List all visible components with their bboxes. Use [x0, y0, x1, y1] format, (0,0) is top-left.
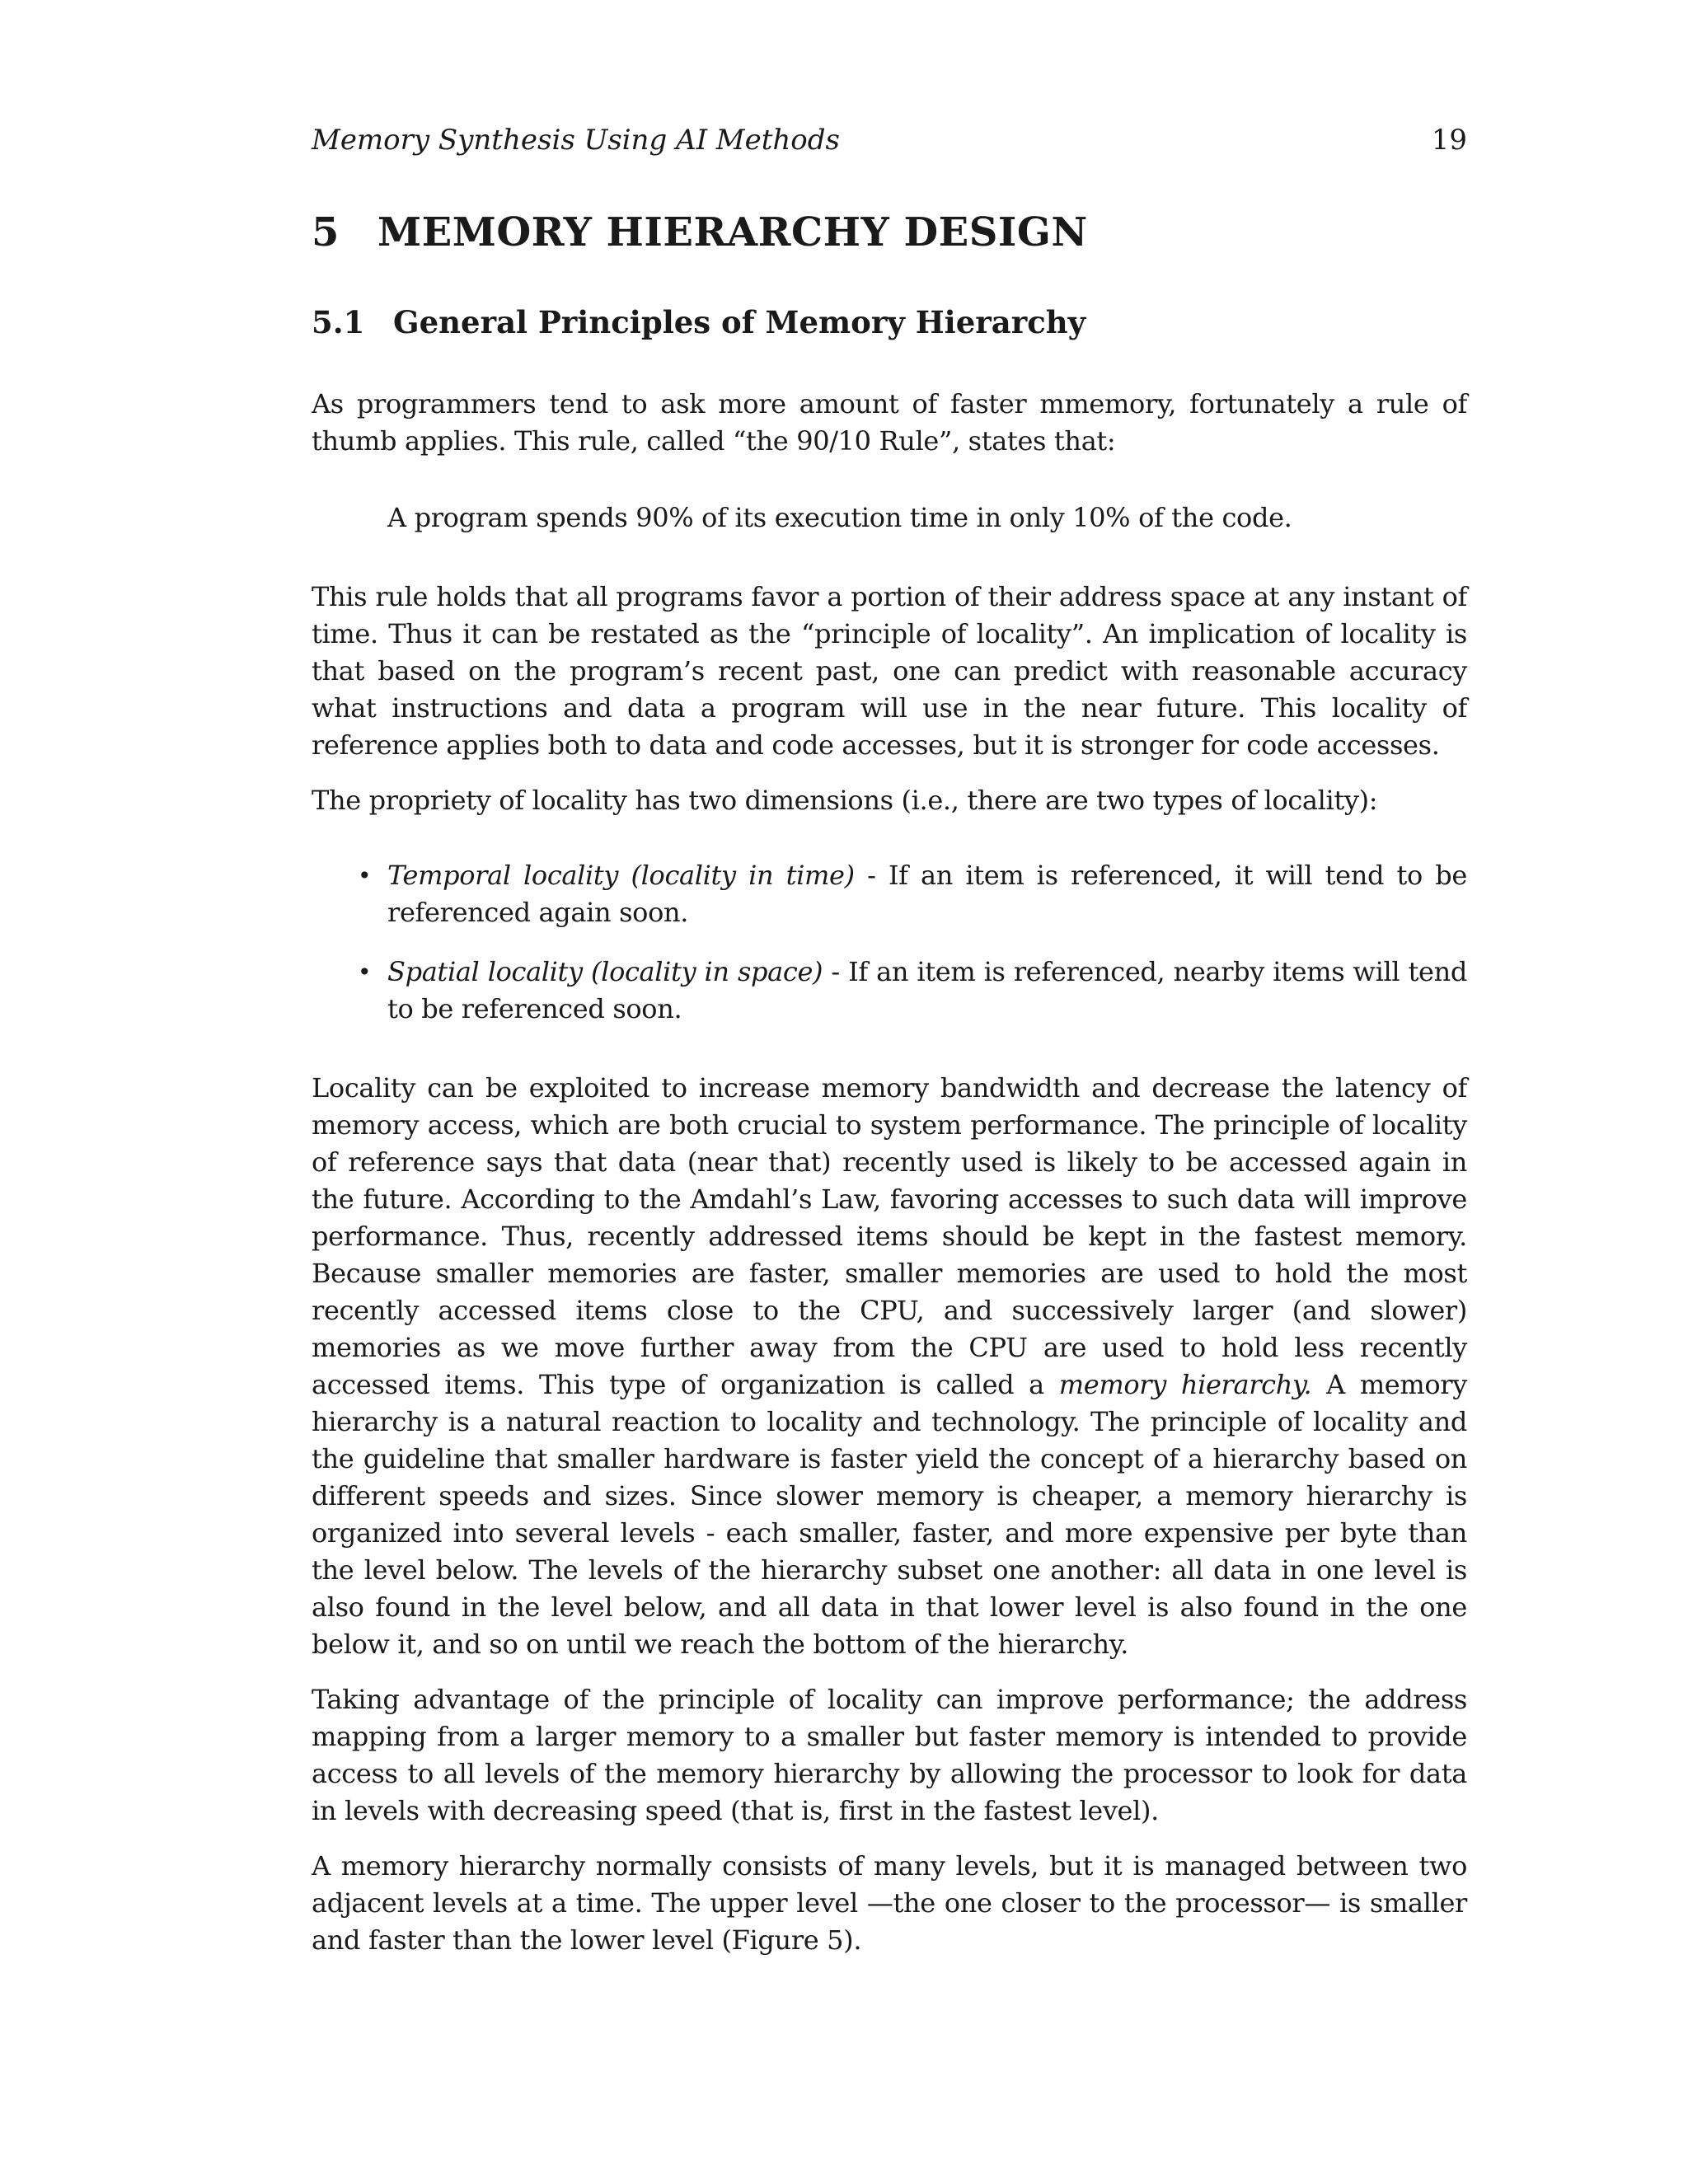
running-header	[312, 124, 1467, 170]
term-memory-hierarchy: memory hierarchy.	[1058, 1369, 1312, 1400]
rule-quote: A program spends 90% of its execution time in only 10% of the code.	[387, 502, 1292, 533]
section-number: 5	[312, 209, 340, 255]
list-item	[312, 954, 1467, 1028]
locality-description: - If an item is referenced, nearby items will tend to be referenced soon.	[387, 956, 1467, 1024]
locality-description: - If an item is referenced, it will tend to be referenced again soon.	[387, 860, 1467, 928]
page-number: 19	[1431, 124, 1467, 157]
paragraph-address-mapping: Taking advantage of the principle of locality can improve performance; the address mapping from a larger memory to a smaller but faster memory is intended to provide access to all levels of the memory hierarchy by allowing the processor to look for data in levels with decreasing speed (that is, first in the fastest level).	[312, 1684, 1467, 1826]
paragraph-text: A memory hierarchy is a natural reaction to locality and technology. The principle of locality and the guideline that smaller hardware is faster yield the concept of a hierarchy based on different speeds and sizes. Since slower memory is cheaper, a memory hierarchy is organized into several levels - each smaller, faster, and more expensive per byte than the level below. The levels of the hierarchy subset one another: all data in one level is also found in the level below, and all data in that lower level is also found in the one below it, and so on until we reach the bottom of the hierarchy.	[312, 1369, 1467, 1660]
paragraph-intro: As programmers tend to ask more amount of faster mmemory, fortunately a rule of thumb applies. This rule, called “the 90/10 Rule”, states that:	[312, 388, 1467, 457]
section-heading	[312, 206, 1467, 259]
bullet-icon: •	[358, 862, 372, 889]
bullet-icon: •	[358, 958, 372, 986]
subsection-heading	[312, 302, 1467, 343]
paragraph-locality-principle: This rule holds that all programs favor a portion of their address space at any instant of time. Thus it can be restated as the “principle of locality”. An implication of locality is that based on the program’s recent past, one can predict with reasonable accuracy what instructions and data a program will use in the near future. This locality of reference applies both to data and code accesses, but it is stronger for code accesses.	[312, 581, 1467, 761]
locality-term: Spatial locality (locality in space)	[387, 956, 823, 987]
subsection-number: 5.1	[312, 304, 365, 340]
paragraph-levels: A memory hierarchy normally consists of many levels, but it is managed between two adjacent levels at a time. The upper level —the one closer to the processor— is smaller and faster than the lower level (Figure 5).	[312, 1850, 1467, 1956]
paragraph-text: Locality can be exploited to increase memory bandwidth and decrease the latency of memory access, which are both crucial to system performance. The principle of locality of reference says that data (near that) recently used is likely to be accessed again in the future. According to the Amdahl’s Law, favoring accesses to such data will improve performance. Thus, recently addressed items should be kept in the fastest memory. Because smaller memories are faster, smaller memories are used to hold the most recently accessed items close to the CPU, and successively larger (and slower) memories as we move further away from the CPU are used to hold less recently accessed items. This type of organization is called a	[312, 1072, 1467, 1400]
locality-term: Temporal locality (locality in time)	[387, 860, 855, 891]
document-page	[312, 124, 1467, 1959]
list-item	[312, 857, 1467, 931]
paragraph-locality-dimensions: The propriety of locality has two dimensions (i.e., there are two types of locality):	[312, 785, 1378, 816]
subsection-title: General Principles of Memory Hierarchy	[393, 304, 1086, 340]
section-title: MEMORY HIERARCHY DESIGN	[377, 209, 1088, 255]
paragraph-memory-hierarchy	[312, 1070, 1467, 1663]
locality-list	[312, 857, 1467, 1028]
running-title: Memory Synthesis Using AI Methods	[312, 124, 840, 157]
